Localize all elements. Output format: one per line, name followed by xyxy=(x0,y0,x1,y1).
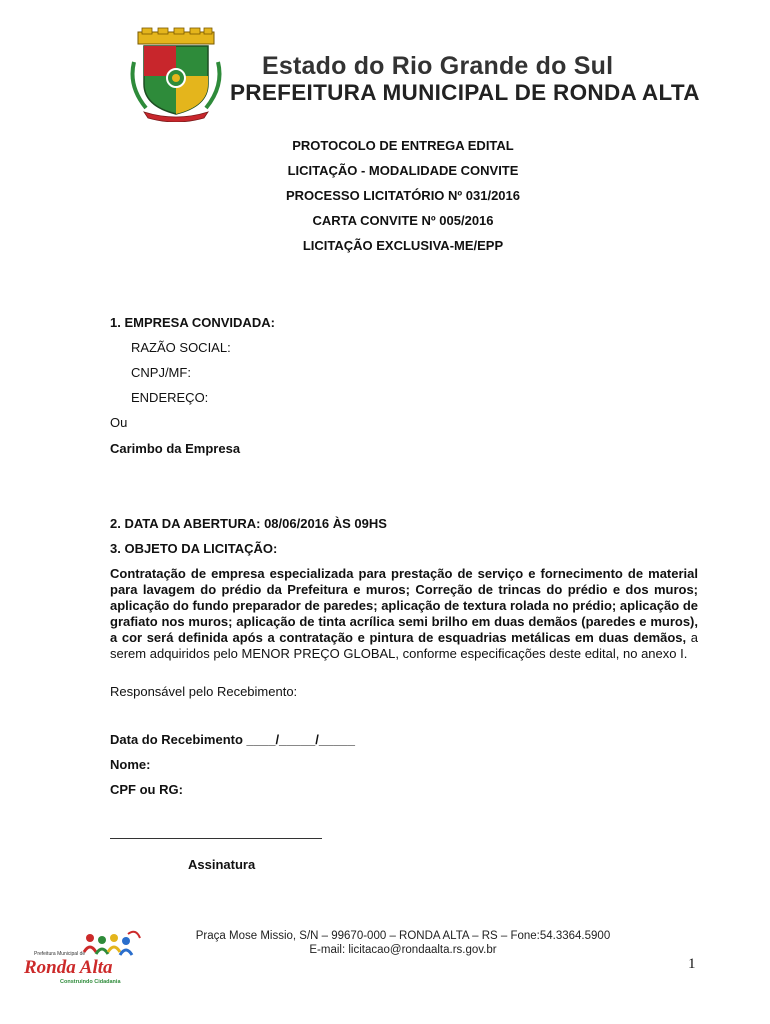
document-title: PROTOCOLO DE ENTREGA EDITAL xyxy=(292,138,514,153)
object-description xyxy=(110,566,698,662)
municipal-coat-of-arms-icon xyxy=(124,26,228,122)
modality-title: LICITAÇÃO - MODALIDADE CONVITE xyxy=(287,163,519,178)
company-stamp-label: Carimbo da Empresa xyxy=(110,441,241,456)
section1-heading: 1. EMPRESA CONVIDADA: xyxy=(110,315,275,330)
receipt-date-field: Data do Recebimento ____/_____/_____ xyxy=(110,732,355,747)
object-description-normal: a serem adquiridos pelo MENOR PREÇO GLOBAL, conforme especificações deste edital, no anexo I. xyxy=(110,630,699,661)
prefeitura-name-heading: PREFEITURA MUNICIPAL DE RONDA ALTA xyxy=(230,80,700,105)
process-number-title: PROCESSO LICITATÓRIO Nº 031/2016 xyxy=(286,188,520,203)
or-label: Ou xyxy=(110,415,128,430)
footer-address: Praça Mose Missio, S/N – 99670-000 – RONDA ALTA – RS – Fone:54.3364.5900 xyxy=(195,930,611,942)
signature-line xyxy=(110,838,322,839)
field-razao-social: RAZÃO SOCIAL: xyxy=(131,340,231,355)
object-heading: 3. OBJETO DA LICITAÇÃO: xyxy=(110,541,278,556)
ronda-alta-people-logo-icon xyxy=(20,930,144,988)
responsible-label: Responsável pelo Recebimento: xyxy=(110,684,298,699)
footer-logo-top-text: Prefeitura Municipal de xyxy=(34,951,86,957)
field-endereco: ENDEREÇO: xyxy=(131,390,209,405)
signature-label: Assinatura xyxy=(188,857,256,872)
footer-email: E-mail: licitacao@rondaalta.rs.gov.br xyxy=(309,944,497,956)
cpf-rg-field: CPF ou RG: xyxy=(110,782,183,797)
footer-logo-sub-text: Construindo Cidadania xyxy=(60,979,121,985)
footer-logo-main-text: Ronda Alta xyxy=(24,957,113,978)
page-number: 1 xyxy=(688,956,696,972)
state-name-heading: Estado do Rio Grande do Sul xyxy=(262,52,614,80)
field-cnpj: CNPJ/MF: xyxy=(131,365,191,380)
opening-date-heading: 2. DATA DA ABERTURA: 08/06/2016 ÀS 09HS xyxy=(110,516,387,531)
exclusive-me-epp-title: LICITAÇÃO EXCLUSIVA-ME/EPP xyxy=(302,238,504,253)
name-field: Nome: xyxy=(110,757,151,772)
object-description-bold: Contratação de empresa especializada para prestação de serviço e fornecimento de material para lavagem do prédio da Prefeitura e muros; Correção de trincas do prédio e dos muros; aplicação do fundo preparador de paredes; aplicação de textura rolada no prédio; aplicação de grafiato nos muros; aplicação de tinta acrílica semi brilho em duas demãos (paredes e muros), a cor será definida após a contratação e pintura de esquadrias metálicas em duas demãos, xyxy=(110,566,698,645)
invitation-number-title: CARTA CONVITE Nº 005/2016 xyxy=(312,213,494,228)
